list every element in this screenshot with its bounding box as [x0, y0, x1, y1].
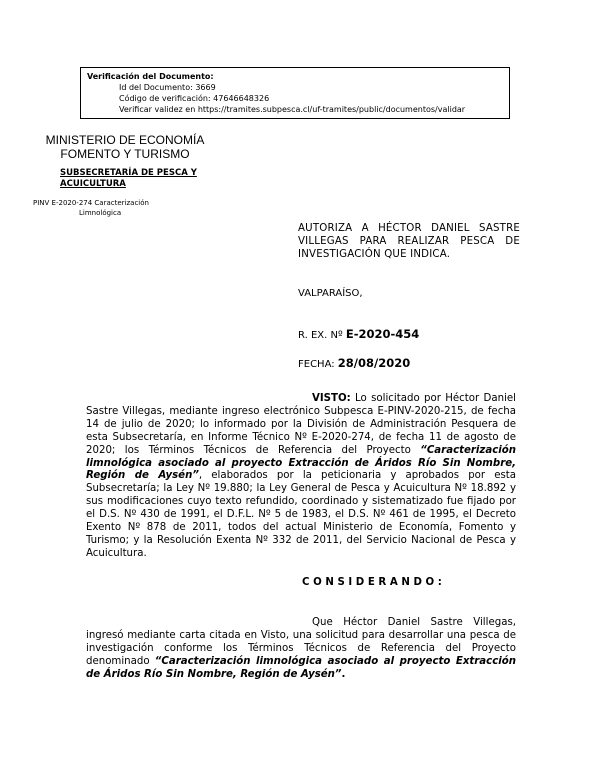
visto-text-b: , elaborados por la peticionaria y aprobados por esta Subsecretaría; la Ley Nº 19.880; la Ley General de Pesca y Acuicultura Nº 18.892 y sus modificaciones cuyo texto refundido, coordinado y sistematizado fue fijado por el D.S. Nº 430 de 1991, el D.F.L. Nº 5 de 1983, el D.S. Nº 461 de 1995, el Decreto Exento Nº 878 de 2011, todos del actual Ministerio de Economía, Fomento y Turismo; y la Resolución Exenta Nº 332 de 2011, del Servicio Nacional de Pesca y Acuicultura.: [86, 470, 517, 559]
resolution-number: [298, 327, 419, 341]
verification-code: • Código de verificación: 47646648326: [119, 93, 503, 104]
verification-list: [87, 82, 503, 115]
visto-label: VISTO:: [312, 393, 351, 404]
considerando-project-name: “Caracterización limnológica asociado al proyecto Extracción de Áridos Río Sin Nombre, Región de Aysén”: [86, 655, 516, 680]
ministry-name: [30, 133, 220, 161]
resolution-number-value: E-2020-454: [345, 327, 420, 341]
document-id: • Id del Documento: 3669: [119, 82, 503, 93]
considerando-text-b: .: [341, 668, 346, 680]
visto-paragraph: [86, 393, 516, 561]
visto-text-a: Lo solicitado por Héctor Daniel Sastre Villegas, mediante ingreso electrónico Subpesca E-PINV-2020-215, de fecha 14 de julio de 2020; lo informado por la División de Administración Pesquera de esta Subsecretaría, en Informe Técnico Nº E-2020-274, de fecha 11 de agosto de 2020; los Términos Técnicos de Referencia del Proyecto: [86, 393, 516, 456]
ministry-line-2: FOMENTO Y TURISMO: [60, 147, 190, 161]
reference-line-1: PINV E-2020-274 Caracterización: [33, 199, 149, 207]
city-line: VALPARAÍSO,: [298, 288, 363, 299]
resolution-number-label: R. EX. Nº: [298, 330, 343, 341]
resolution-date-label: FECHA:: [298, 359, 335, 370]
considerando-paragraph: [86, 617, 516, 682]
resolution-title: AUTORIZA A HÉCTOR DANIEL SASTRE VILLEGAS PARA REALIZAR PESCA DE INVESTIGACIÓN QUE INDICA.: [298, 223, 520, 260]
visto-project-name: “Caracterización limnológica asociado al proyecto Extracción de Áridos Río Sin Nombre, Región de Aysén”: [86, 444, 516, 482]
verification-url[interactable]: • Verificar validez en https://tramites.subpesca.cl/uf-tramites/public/documentos/validar: [119, 104, 503, 115]
verification-title: Verificación del Documento:: [87, 72, 214, 81]
resolution-date-value: 28/08/2020: [337, 356, 411, 370]
subsecretaria-name: SUBSECRETARÍA DE PESCA Y ACUICULTURA: [60, 168, 197, 189]
reference-line-2: Limnológica: [79, 209, 122, 217]
ministry-line-1: MINISTERIO DE ECONOMÍA: [45, 133, 205, 147]
reference-code: [33, 198, 149, 218]
considerando-heading: CONSIDERANDO:: [302, 577, 446, 588]
considerando-text-a: Que Héctor Daniel Sastre Villegas, ingresó mediante carta citada en Visto, una solicitud para desarrollar una pesca de investigación conforme los Términos Técnicos de Referencia del Proyecto denominado: [86, 617, 516, 667]
verification-box: [80, 67, 510, 119]
resolution-date: [298, 356, 410, 370]
